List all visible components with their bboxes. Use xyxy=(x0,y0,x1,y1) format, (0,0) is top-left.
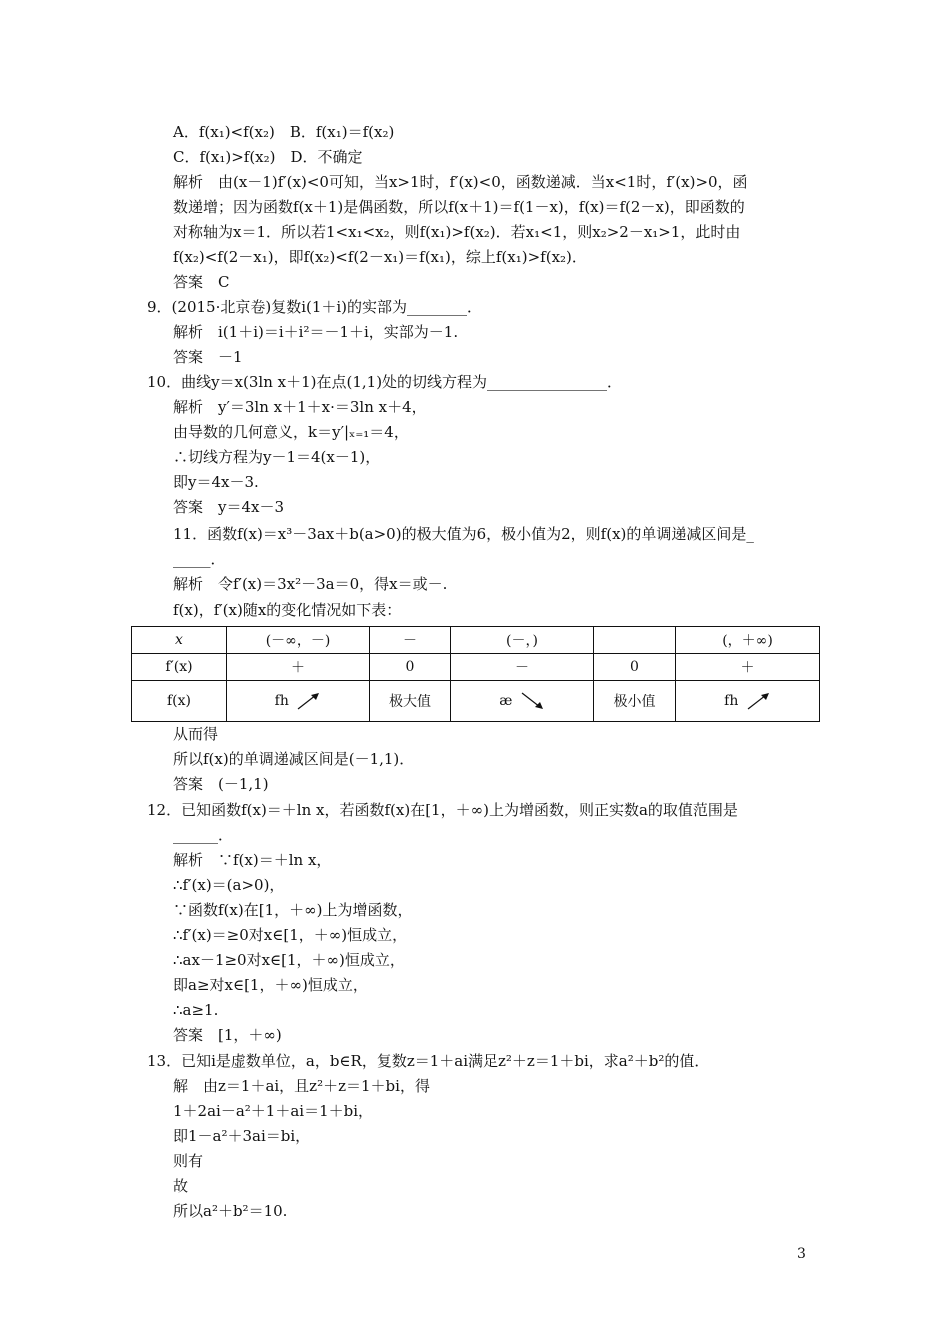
table-row xyxy=(132,627,820,654)
analysis-line: 解析 y′＝3ln x＋1＋x·＝3ln x＋4， xyxy=(173,398,427,416)
analysis-line: 即y＝4x－3. xyxy=(173,473,259,491)
variation-table xyxy=(131,626,820,722)
analysis-line: 解析 ∵f(x)＝＋ln x， xyxy=(173,851,332,869)
analysis-line: ∵函数f(x)在[1，＋∞)上为增函数， xyxy=(173,901,413,919)
table-cell: － xyxy=(451,654,594,681)
table-cell xyxy=(227,681,370,722)
solution-line: 即1－a²＋3ai＝bi， xyxy=(173,1127,311,1145)
table-cell: 极大值 xyxy=(370,681,451,722)
table-cell: 0 xyxy=(370,654,451,681)
table-cell-text: fh xyxy=(274,693,289,709)
solution-line: 故 xyxy=(173,1177,189,1195)
table-cell xyxy=(676,681,820,722)
table-cell: x xyxy=(132,627,227,654)
table-cell: ＋ xyxy=(676,654,820,681)
analysis-line: 即a≥对x∈[1，＋∞)恒成立， xyxy=(173,976,368,994)
solution-line: 则有 xyxy=(173,1152,204,1170)
question-11: 11．函数f(x)＝x³－3ax＋b(a>0)的极大值为6，极小值为2，则f(x)的单调递减区间是_ xyxy=(173,525,754,543)
answer-line: 答案 －1 xyxy=(173,348,243,366)
increasing-arrow-icon xyxy=(295,690,321,712)
increasing-arrow-icon xyxy=(745,690,771,712)
answer-line: 答案 y＝4x－3 xyxy=(173,498,285,516)
analysis-line: f(x₂)<f(2－x₁)，即f(x₂)<f(2－x₁)＝f(x₁)，综上f(x₁)>f(x₂)． xyxy=(173,248,587,266)
answer-line: 答案 (－1,1) xyxy=(173,775,269,793)
table-cell xyxy=(451,681,594,722)
analysis-line: 解析 令f′(x)＝3x²－3a＝0，得x＝或－. xyxy=(173,575,448,593)
table-cell-text: æ xyxy=(499,693,513,709)
answer-line: 答案 C xyxy=(173,273,230,291)
table-cell: f′(x) xyxy=(132,654,227,681)
analysis-line: ∴ax－1≥0对x∈[1，＋∞)恒成立， xyxy=(173,951,405,969)
table-cell: － xyxy=(370,627,451,654)
table-cell: f(x) xyxy=(132,681,227,722)
table-row xyxy=(132,654,820,681)
question-12-blank: ______． xyxy=(173,826,234,844)
option-line-ab: A．f(x₁)<f(x₂) B．f(x₁)＝f(x₂) xyxy=(173,123,395,141)
solution-line: 解 由z＝1＋ai，且z²＋z＝1＋bi，得 xyxy=(173,1077,430,1095)
option-line-cd: C．f(x₁)>f(x₂) D．不确定 xyxy=(173,148,363,166)
table-cell: (－∞，－) xyxy=(227,627,370,654)
analysis-line: 所以f(x)的单调递减区间是(－1,1)． xyxy=(173,750,415,768)
table-cell: (，＋∞) xyxy=(676,627,820,654)
question-9: 9．(2015·北京卷)复数i(1＋i)的实部为________． xyxy=(147,298,483,316)
analysis-line: 解析 由(x－1)f′(x)<0可知，当x>1时，f′(x)<0，函数递减．当x<1时，f′(x)>0，函 xyxy=(173,173,748,191)
analysis-line: ∴f′(x)＝(a>0)， xyxy=(173,876,285,894)
table-cell: 0 xyxy=(594,654,676,681)
question-10: 10．曲线y＝x(3ln x＋1)在点(1,1)处的切线方程为________________． xyxy=(147,373,623,391)
analysis-line: 由导数的几何意义，k＝y′|ₓ₌₁＝4， xyxy=(173,423,409,441)
question-13: 13．已知i是虚数单位，a，b∈R，复数z＝1＋ai满足z²＋z＝1＋bi，求a²＋b²的值． xyxy=(147,1052,710,1070)
analysis-line: 解析 i(1＋i)＝i＋i²＝－1＋i，实部为－1. xyxy=(173,323,459,341)
table-row xyxy=(132,681,820,722)
analysis-line: 数递增；因为函数f(x＋1)是偶函数，所以f(x＋1)＝f(1－x)，f(x)＝f(2－x)，即函数的 xyxy=(173,198,745,216)
solution-line: 所以a²＋b²＝10. xyxy=(173,1202,288,1220)
question-11-blank: _____． xyxy=(173,550,226,568)
analysis-line: f(x)，f′(x)随x的变化情况如下表： xyxy=(173,601,402,619)
answer-line: 答案 [1，＋∞) xyxy=(173,1026,282,1044)
analysis-line: 对称轴为x＝1．所以若1<x₁<x₂，则f(x₁)>f(x₂)．若x₁<1，则x₂>2－x₁>1，此时由 xyxy=(173,223,741,241)
table-cell: 极小值 xyxy=(594,681,676,722)
question-12: 12．已知函数f(x)＝＋ln x，若函数f(x)在[1，＋∞)上为增函数，则正实数a的取值范围是 xyxy=(147,801,738,819)
table-cell: (－，) xyxy=(451,627,594,654)
decreasing-arrow-icon xyxy=(519,690,545,712)
analysis-line: ∴切线方程为y－1＝4(x－1)， xyxy=(173,448,381,466)
table-cell xyxy=(594,627,676,654)
analysis-line: ∴a≥1. xyxy=(173,1001,219,1019)
table-cell-text: fh xyxy=(724,693,739,709)
analysis-line: 从而得 xyxy=(173,725,219,743)
analysis-line: ∴f′(x)＝≥0对x∈[1，＋∞)恒成立， xyxy=(173,926,408,944)
solution-line: 1＋2ai－a²＋1＋ai＝1＋bi， xyxy=(173,1102,374,1120)
page-number: 3 xyxy=(797,1246,806,1262)
table-cell: ＋ xyxy=(227,654,370,681)
